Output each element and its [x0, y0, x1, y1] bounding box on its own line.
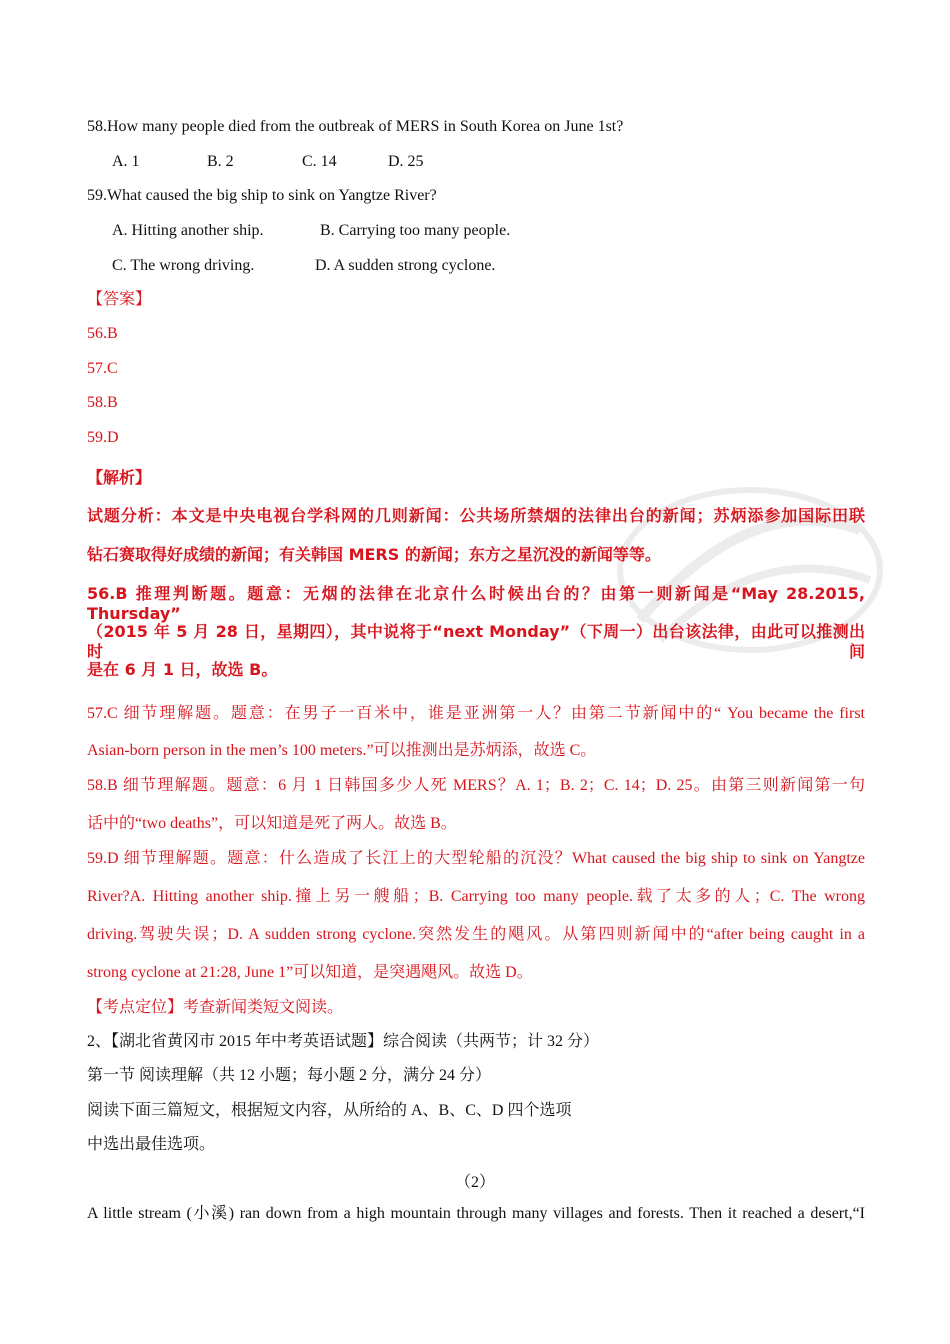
- q59-option-a: A. Hitting another ship.: [112, 222, 264, 239]
- section2-instruction-2: 中选出最佳选项。: [87, 1136, 216, 1153]
- question-59-stem: 59.What caused the big ship to sink on Yangtze River?: [87, 187, 437, 204]
- passage-number: （2）: [454, 1174, 495, 1191]
- q58-option-d: D. 25: [388, 153, 424, 170]
- q58-option-a: A. 1: [112, 153, 140, 170]
- q58-option-c: C. 14: [302, 153, 337, 170]
- kaodian-line: 【考点定位】考查新闻类短文阅读。: [87, 999, 344, 1016]
- analysis-line-1: 试题分析：本文是中央电视台学科网的几则新闻：公共场所禁烟的法律出台的新闻；苏炳添参加国际田联: [87, 506, 865, 525]
- analysis-header: 【解析】: [87, 468, 152, 487]
- q59-option-d: D. A sudden strong cyclone.: [315, 257, 496, 274]
- answer-59: 59.D: [87, 429, 119, 446]
- analysis-line-5: 是在 6 月 1 日，故选 B。: [87, 660, 278, 679]
- q59-option-b: B. Carrying too many people.: [320, 222, 511, 239]
- detail-59-line-3: driving.驾驶失误；D. A sudden strong cyclone.突然发生的飓风。从第四则新闻中的“after being caught in a: [87, 926, 865, 943]
- section2-sub: 第一节 阅读理解（共 12 小题；每小题 2 分，满分 24 分）: [87, 1067, 492, 1084]
- answer-header: 【答案】: [87, 291, 152, 308]
- section2-title: 2、【湖北省黄冈市 2015 年中考英语试题】综合阅读（共两节；计 32 分）: [87, 1033, 600, 1050]
- detail-59-line-2: River?A. Hitting another ship.撞上另一艘船；B. Carrying too many people.载了太多的人；C. The wrong: [87, 888, 865, 905]
- detail-59-line-1: 59.D 细节理解题。题意：什么造成了长江上的大型轮船的沉没？What caused the big ship to sink on Yangtze: [87, 850, 865, 867]
- analysis-line-4: （2015 年 5 月 28 日，星期四），其中说将于“next Monday”（下周一）出台该法律，由此可以推测出时间: [87, 622, 865, 661]
- analysis-line-2: 钻石赛取得好成绩的新闻；有关韩国 MERS 的新闻；东方之星沉没的新闻等等。: [87, 545, 661, 564]
- analysis-line-3: 56.B 推理判断题。题意：无烟的法律在北京什么时候出台的？由第一则新闻是“May 28.2015, Thursday”: [87, 584, 865, 623]
- detail-58-line-1: 58.B 细节理解题。题意：6 月 1 日韩国多少人死 MERS？A. 1；B. 2；C. 14；D. 25。由第三则新闻第一句: [87, 777, 865, 794]
- detail-57-line-1: 57.C 细节理解题。题意：在男子一百米中，谁是亚洲第一人？由第二节新闻中的“ You became the first: [87, 705, 865, 722]
- passage-first-line: A little stream (小溪) ran down from a high mountain through many villages and forests. Then it reached a desert,“I: [87, 1205, 865, 1222]
- detail-59-line-4: strong cyclone at 21:28, June 1”可以知道，是突遇飓风。故选 D。: [87, 964, 533, 981]
- q59-option-c: C. The wrong driving.: [112, 257, 255, 274]
- answer-56: 56.B: [87, 325, 118, 342]
- detail-57-line-2: Asian-born person in the men’s 100 meters.”可以推测出是苏炳添，故选 C。: [87, 742, 597, 759]
- answer-57: 57.C: [87, 360, 118, 377]
- detail-58-line-2: 话中的“two deaths”，可以知道是死了两人。故选 B。: [87, 815, 457, 832]
- question-58-stem: 58.How many people died from the outbreak of MERS in South Korea on June 1st?: [87, 118, 624, 135]
- answer-58: 58.B: [87, 394, 118, 411]
- q58-option-b: B. 2: [207, 153, 234, 170]
- section2-instruction-1: 阅读下面三篇短文，根据短文内容，从所给的 A、B、C、D 四个选项: [87, 1102, 572, 1119]
